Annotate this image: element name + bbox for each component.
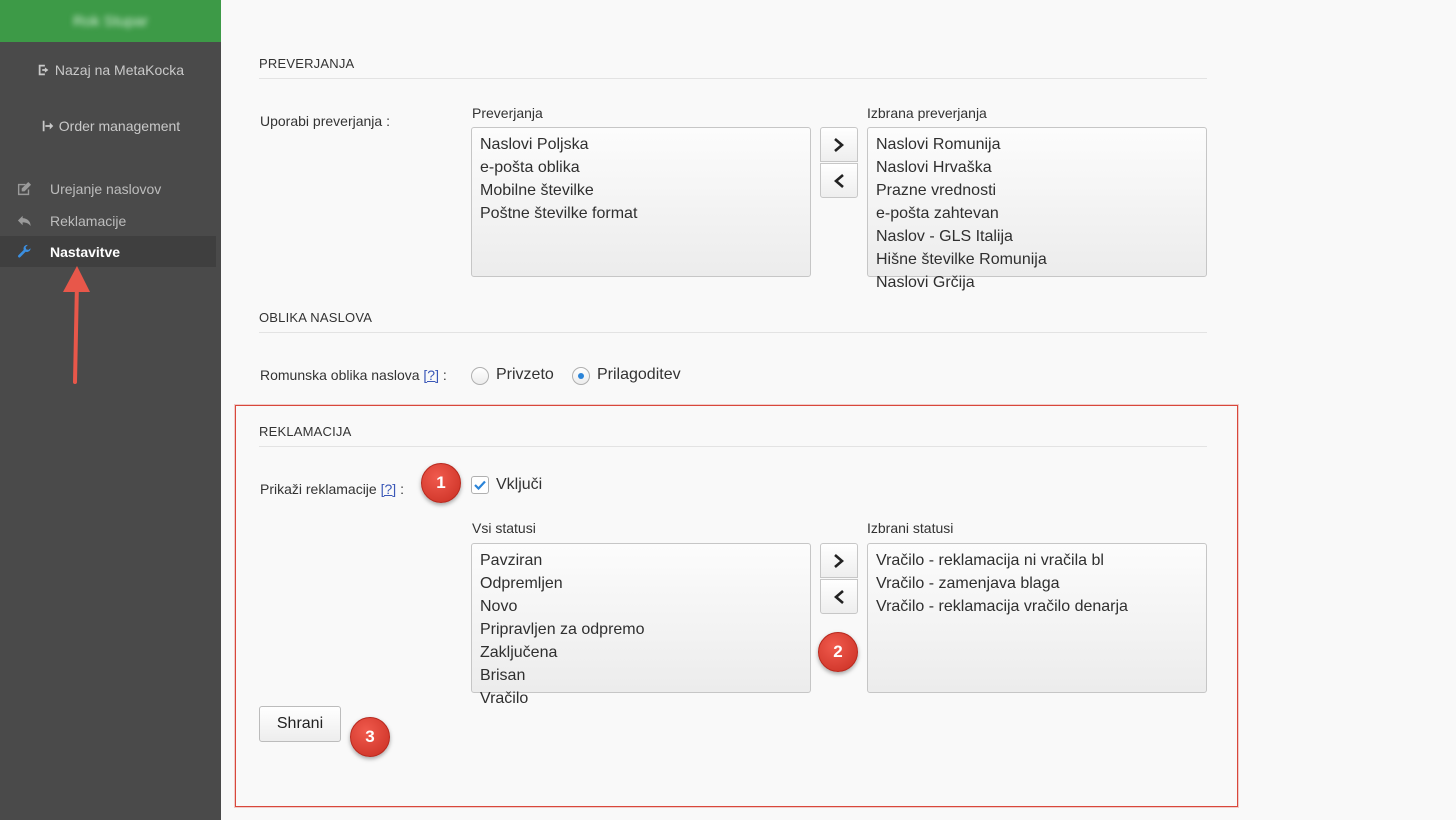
help-link[interactable]: [?] <box>423 367 439 383</box>
enable-complaints-label[interactable]: Vključi <box>496 476 543 493</box>
list-item[interactable]: Vračilo - reklamacija vračilo denarja <box>876 598 1128 615</box>
list-item[interactable]: e-pošta oblika <box>480 159 580 176</box>
move-right-button[interactable] <box>820 127 858 162</box>
order-management-link[interactable] <box>0 118 221 134</box>
sign-in-icon <box>41 119 55 133</box>
save-button[interactable]: Shrani <box>259 706 341 742</box>
user-name: Rok Stupar <box>72 12 149 30</box>
section-title-preverjanja: PREVERJANJA <box>259 56 355 71</box>
pointer-arrow-icon <box>60 262 92 386</box>
reply-icon <box>16 213 32 229</box>
sidebar-item-urejanje-naslovov[interactable] <box>0 173 216 204</box>
radio-prilagoditev[interactable] <box>572 367 590 385</box>
list-item[interactable]: Hišne številke Romunija <box>876 251 1047 268</box>
sign-out-icon <box>37 63 51 77</box>
list-item[interactable]: Pavziran <box>480 552 543 569</box>
divider <box>259 332 1207 333</box>
radio-prilagoditev-label[interactable]: Prilagoditev <box>597 366 681 383</box>
list-item[interactable]: e-pošta zahtevan <box>876 205 999 222</box>
sidebar <box>0 0 221 820</box>
sidebar-header <box>0 0 221 42</box>
section-title-reklamacija: REKLAMACIJA <box>259 424 352 439</box>
divider <box>259 78 1207 79</box>
sidebar-item-reklamacije[interactable] <box>0 205 216 236</box>
list-item[interactable]: Brisan <box>480 667 526 684</box>
list-item[interactable]: Naslovi Hrvaška <box>876 159 992 176</box>
back-to-metakocka-label: Nazaj na MetaKocka <box>54 62 185 78</box>
show-complaints-text: Prikaži reklamacije <box>260 481 377 497</box>
list-item[interactable]: Prazne vrednosti <box>876 182 997 199</box>
list-item[interactable]: Naslov - GLS Italija <box>876 228 1013 245</box>
available-checks-header: Preverjanja <box>472 105 543 121</box>
list-item[interactable]: Naslovi Romunija <box>876 136 1001 153</box>
order-management-label: Order management <box>58 118 181 134</box>
step-badge: 3 <box>350 717 390 757</box>
list-item[interactable]: Zaključena <box>480 644 558 661</box>
list-item[interactable]: Vračilo - zamenjava blaga <box>876 575 1060 592</box>
radio-privzeto[interactable] <box>471 367 489 385</box>
back-to-metakocka-link[interactable] <box>0 62 221 78</box>
sidebar-item-label: Urejanje naslovov <box>50 180 162 197</box>
use-checks-label: Uporabi preverjanja : <box>260 113 390 129</box>
romanian-format-label <box>260 367 447 383</box>
available-checks-list[interactable] <box>471 127 811 277</box>
chevron-left-icon <box>833 174 845 188</box>
list-item[interactable]: Vračilo <box>480 690 529 707</box>
selected-checks-header: Izbrana preverjanja <box>867 105 987 121</box>
sidebar-item-label: Nastavitve <box>50 243 121 260</box>
sidebar-item-nastavitve[interactable] <box>0 236 216 267</box>
help-link[interactable]: [?] <box>380 481 397 497</box>
edit-icon <box>16 181 32 197</box>
list-item[interactable]: Pripravljen za odpremo <box>480 621 645 638</box>
romanian-format-text: Romunska oblika naslova <box>260 367 420 383</box>
list-item[interactable]: Odpremljen <box>480 575 563 592</box>
label-colon: : <box>442 367 447 383</box>
sidebar-item-label: Reklamacije <box>50 212 127 229</box>
list-item[interactable]: Mobilne številke <box>480 182 594 199</box>
wrench-icon <box>16 244 32 260</box>
list-item[interactable]: Novo <box>480 598 518 615</box>
chevron-right-icon <box>833 138 845 152</box>
selected-checks-list[interactable] <box>867 127 1207 291</box>
list-item[interactable]: Vračilo - reklamacija ni vračila bl <box>876 552 1104 569</box>
move-left-button[interactable] <box>820 163 858 198</box>
step-badge: 2 <box>818 632 858 672</box>
section-title-oblika-naslova: OBLIKA NASLOVA <box>259 310 373 325</box>
step-badge: 1 <box>421 463 461 503</box>
list-item[interactable]: Naslovi Poljska <box>480 136 589 153</box>
selected-statuses-header: Izbrani statusi <box>867 520 954 536</box>
label-colon: : <box>400 481 404 497</box>
list-item[interactable]: Naslovi Grčija <box>876 274 975 291</box>
all-statuses-header: Vsi statusi <box>472 520 536 536</box>
radio-privzeto-label[interactable]: Privzeto <box>496 366 554 383</box>
list-item[interactable]: Poštne številke format <box>480 205 638 222</box>
